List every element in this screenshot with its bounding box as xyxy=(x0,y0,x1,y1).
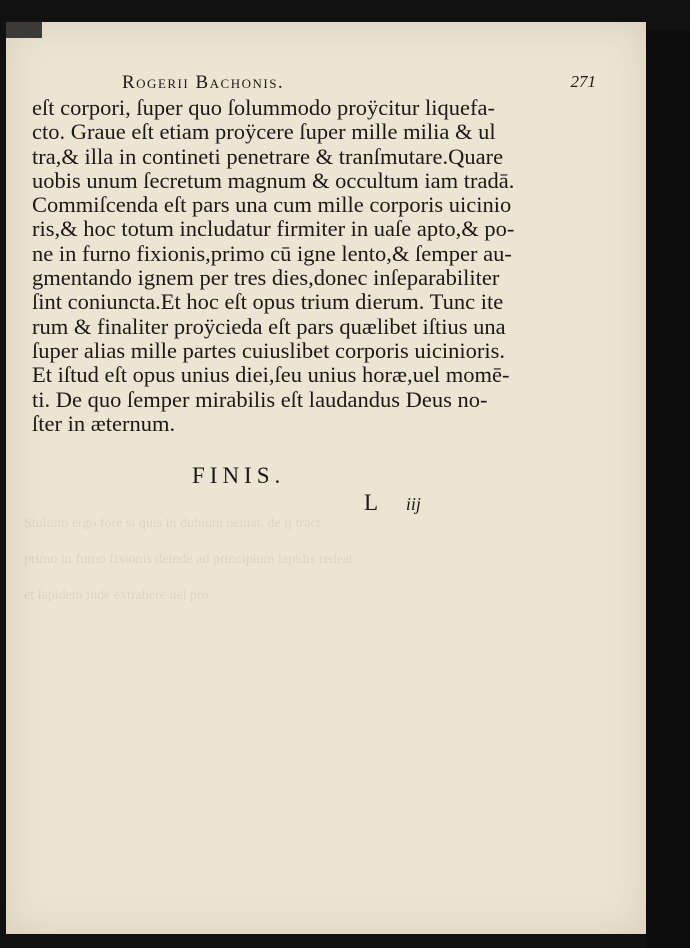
body-text xyxy=(32,96,600,436)
running-head xyxy=(26,72,602,94)
text-line: ne in furno fixionis,primo cū igne lento,& ſemper au- xyxy=(32,240,512,266)
text-line: gmentando ignem per tres dies,donec inſeparabiliter xyxy=(32,265,500,291)
scan-edge-shadow xyxy=(646,30,690,948)
finis-label: FINIS. xyxy=(192,463,286,488)
text-line: eſt corpori, ſuper quo ſolummodo proÿcitur liquefa- xyxy=(32,95,496,120)
scan-corner-tab xyxy=(6,22,42,38)
text-line: ſint coniuncta.Et hoc eſt opus trium dierum. Tunc ite xyxy=(32,289,504,315)
signature-number: iij xyxy=(405,494,421,514)
show-through-text: primo in furno fixionis deinde ad principium lapidis redeat xyxy=(24,552,353,566)
text-line: ſuper alias mille partes cuiuslibet corporis uicinioris. xyxy=(32,337,506,363)
text-line: Et iſtud eſt opus unius diei,ſeu unius horæ,uel momē- xyxy=(32,362,510,388)
text-line: tra,& illa in contineti penetrare & tranſmutare.Quare xyxy=(32,143,504,169)
text-line: rum & finaliter proÿcieda eſt pars quælibet iſtius una xyxy=(32,313,506,339)
text-line: uobis unum ſecretum magnum & occultum iam tradā. xyxy=(32,167,515,193)
text-line: ſter in æternum. xyxy=(32,410,176,436)
signature-letter: L xyxy=(364,490,379,515)
page-number: 271 xyxy=(570,72,596,91)
text-line: ti. De quo ſemper mirabilis eſt laudandus Deus no- xyxy=(32,386,488,412)
show-through-text: et lapidem inde extrahere uel pro xyxy=(24,588,209,602)
text-line: Commiſcenda eſt pars una cum mille corporis uicinio xyxy=(32,192,512,218)
signature-mark xyxy=(364,490,421,516)
running-head-title: Rogerii Bachonis. xyxy=(122,72,285,93)
text-line: cto. Graue eſt etiam proÿcere ſuper mille milia & ul xyxy=(32,119,496,145)
show-through-text: Stultum ergo fore si quis in dubium ueniat, de ij tract xyxy=(24,516,321,530)
text-line: ris,& hoc totum includatur firmiter in uaſe apto,& po- xyxy=(32,216,515,242)
